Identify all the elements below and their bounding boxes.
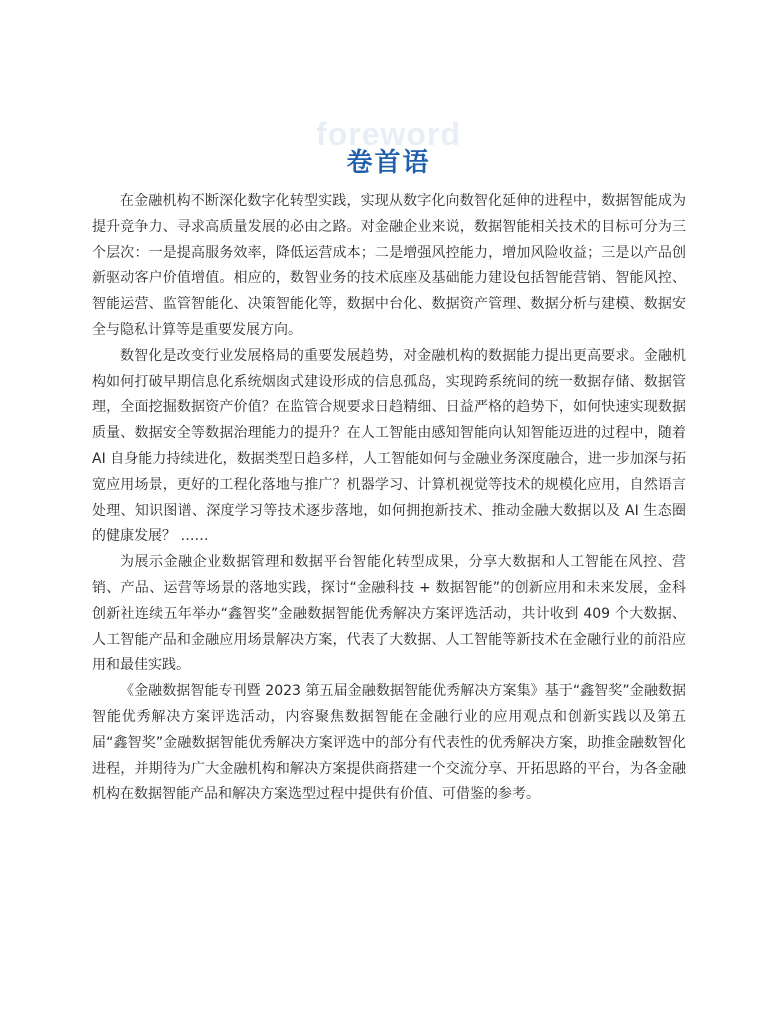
page-title: 卷首语 [346, 148, 431, 178]
paragraph-3: 为展示金融企业数据管理和数据平台智能化转型成果，分享大数据和人工智能在风控、营销、产品、运营等场景的落地实践，探讨“金融科技 + 数据智能”的创新应用和未来发展，金科创新社连续五年举办“鑫智奖”金融数据智能优秀解决方案评选活动，共计收到 409 个大数据、人工智能产品和金融应用场景解决方案，代表了大数据、人工智能等新技术在金融行业的前沿应用和最佳实践。 [92, 554, 686, 674]
foreword-body [92, 189, 686, 808]
paragraph-4: 《金融数据智能专刊暨 2023 第五届金融数据智能优秀解决方案集》基于“鑫智奖”金融数据智能优秀解决方案评选活动，内容聚焦数据智能在金融行业的应用观点和创新实践以及第五届“鑫智奖”金融数据智能优秀解决方案评选中的部分有代表性的优秀解决方案，助推金融数智化进程，并期待为广大金融机构和解决方案提供商搭建一个交流分享、开拓思路的平台，为各金融机构在数据智能产品和解决方案选型过程中提供有价值、可借鉴的参考。 [92, 683, 686, 803]
paragraph-1: 在金融机构不断深化数字化转型实践，实现从数字化向数智化延伸的进程中，数据智能成为提升竞争力、寻求高质量发展的必由之路。对金融企业来说，数据智能相关技术的目标可分为三个层次：一是提高服务效率，降低运营成本；二是增强风控能力，增加风险收益；三是以产品创新驱动客户价值增值。相应的，数智业务的技术底座及基础能力建设包括智能营销、智能风控、智能运营、监管智能化、决策智能化等，数据中台化、数据资产管理、数据分析与建模、数据安全与隐私计算等是重要发展方向。 [92, 193, 686, 338]
foreword-watermark: foreword [316, 116, 461, 152]
page-header [0, 112, 777, 182]
paragraph-2: 数智化是改变行业发展格局的重要发展趋势，对金融机构的数据能力提出更高要求。金融机构如何打破早期信息化系统烟囱式建设形成的信息孤岛，实现跨系统间的统一数据存储、数据管理，全面挖掘数据资产价值？在监管合规要求日趋精细、日益严格的趋势下，如何快速实现数据质量、数据安全等数据治理能力的提升？在人工智能由感知智能向认知智能迈进的过程中，随着 AI 自身能力持续进化，数据类型日趋多样，人工智能如何与金融业务深度融合，进一步加深与拓宽应用场景，更好的工程化落地与推广？机器学习、计算机视觉等技术的规模化应用，自然语言处理、知识图谱、深度学习等技术逐步落地，如何拥抱新技术、推动金融大数据以及 AI 生态圈的健康发展？ …… [92, 347, 686, 545]
